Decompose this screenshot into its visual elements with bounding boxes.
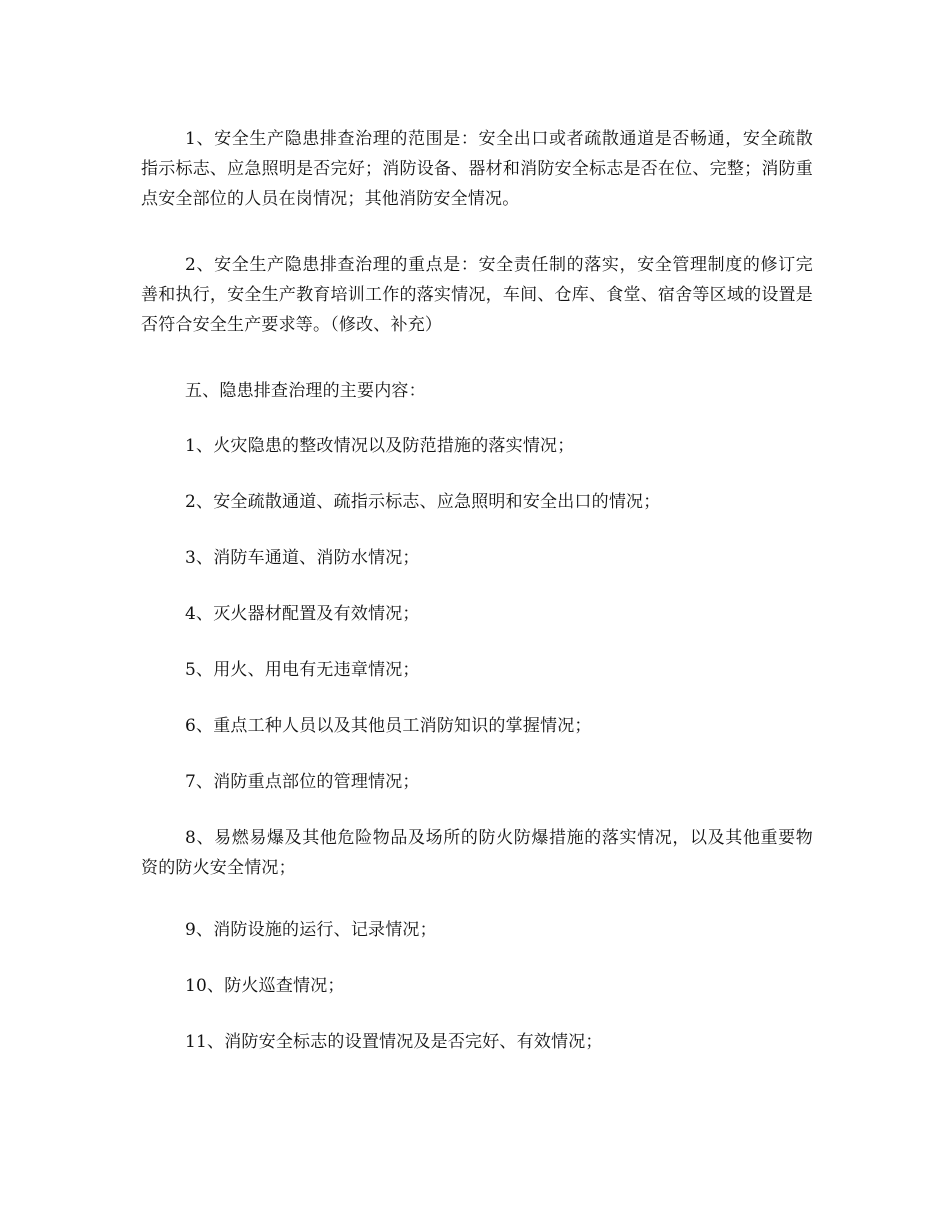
list-item: 10、防火巡查情况；: [185, 976, 345, 996]
list-item: 6、重点工种人员以及其他员工消防知识的掌握情况；: [185, 716, 592, 736]
list-item: 1、火灾隐患的整改情况以及防范措施的落实情况；: [185, 436, 575, 456]
section-heading-main-content: 五、隐患排查治理的主要内容：: [185, 381, 426, 401]
list-item: 2、安全疏散通道、疏指示标志、应急照明和安全出口的情况；: [185, 492, 661, 512]
list-item: 7、消防重点部位的管理情况；: [185, 772, 420, 792]
list-item: 5、用火、用电有无违章情况；: [185, 660, 420, 680]
list-item: 8、易燃易爆及其他危险物品及场所的防火防爆措施的落实情况，以及其他重要物资的防火安全情况；: [141, 828, 813, 878]
list-item: 9、消防设施的运行、记录情况；: [185, 920, 437, 940]
list-item: 4、灭火器材配置及有效情况；: [185, 604, 420, 624]
list-item: 3、消防车通道、消防水情况；: [185, 548, 420, 568]
paragraph-scope: 1、安全生产隐患排查治理的范围是：安全出口或者疏散通道是否畅通，安全疏散指示标志、应急照明是否完好；消防设备、器材和消防安全标志是否在位、完整；消防重点安全部位的人员在岗情况；其他消防安全情况。: [141, 129, 813, 209]
paragraph-focus: 2、安全生产隐患排查治理的重点是：安全责任制的落实，安全管理制度的修订完善和执行，安全生产教育培训工作的落实情况，车间、仓库、食堂、宿舍等区域的设置是否符合安全生产要求等。（修改、补充）: [141, 255, 813, 335]
list-item: 11、消防安全标志的设置情况及是否完好、有效情况；: [185, 1032, 603, 1052]
